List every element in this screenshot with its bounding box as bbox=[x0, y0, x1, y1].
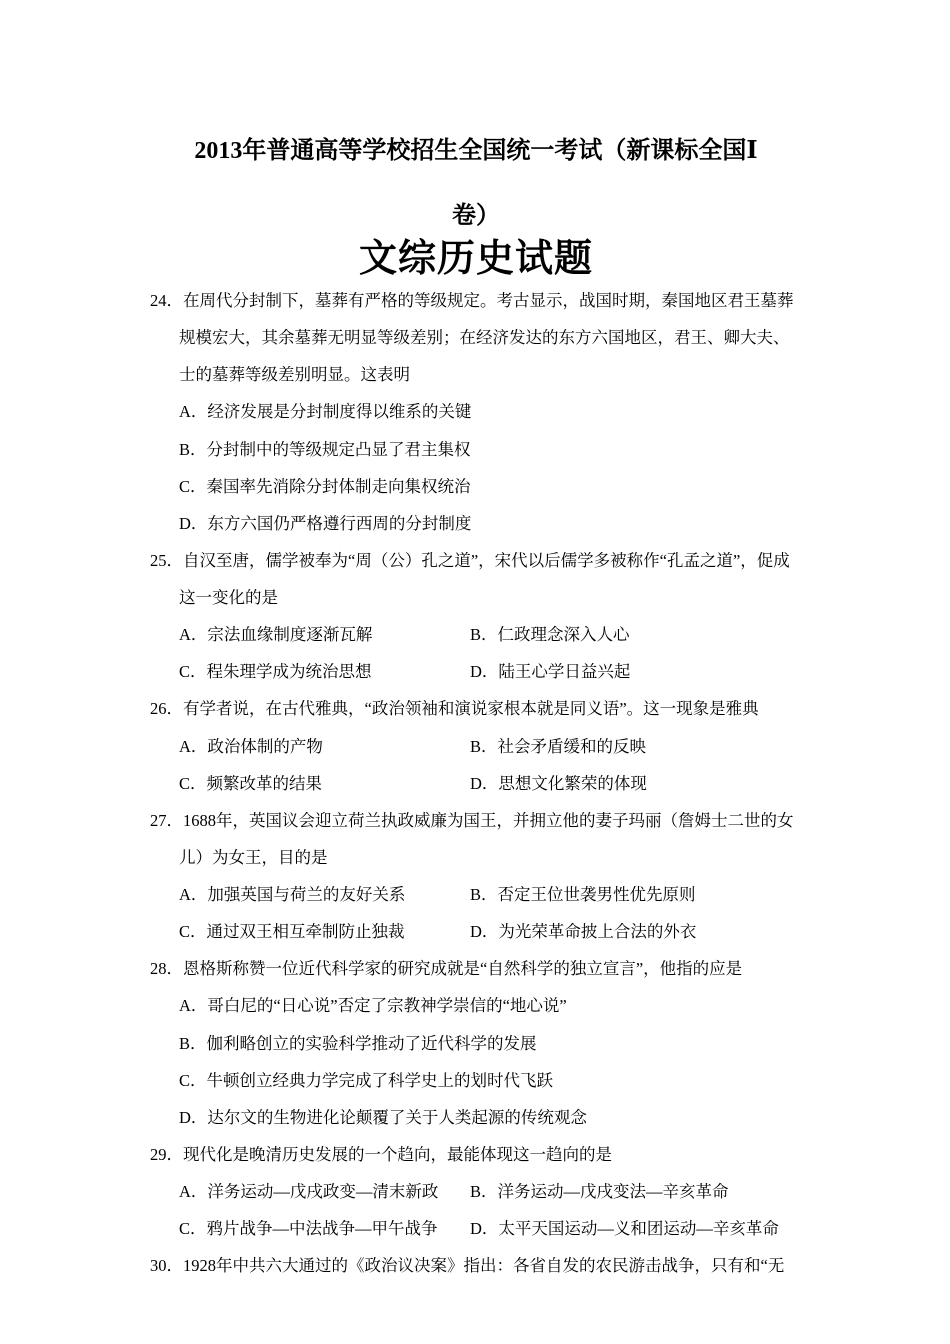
question-29-stem-text: 现代化是晚清历史发展的一个趋向，最能体现这一趋向的是 bbox=[183, 1144, 612, 1164]
question-25 bbox=[150, 542, 802, 691]
question-25-option-c: C．程朱理学成为统治思想 bbox=[179, 662, 372, 682]
question-list bbox=[150, 282, 802, 1284]
question-28-option-b: B．伽利略创立的实验科学推动了近代科学的发展 bbox=[179, 1033, 537, 1053]
question-26-option-c: C．频繁改革的结果 bbox=[179, 773, 323, 793]
question-24-number: 24． bbox=[150, 291, 183, 310]
question-28-option-a: A．哥白尼的“日心说”否定了宗教神学崇信的“地心说” bbox=[179, 996, 567, 1016]
question-24-option-b: B．分封制中的等级规定凸显了君主集权 bbox=[179, 439, 471, 459]
question-26-number: 26． bbox=[150, 699, 183, 719]
question-29-stem bbox=[150, 1136, 802, 1173]
question-25-option-a: A．宗法血缘制度逐渐瓦解 bbox=[179, 625, 373, 645]
question-24-stem bbox=[150, 282, 802, 393]
question-27-options bbox=[179, 876, 802, 950]
question-25-stem-text: 自汉至唐，儒学被奉为“周（公）孔之道”，宋代以后儒学多被称作“孔孟之道”，促成这一变化的是 bbox=[179, 550, 790, 607]
question-27-option-b: B．否定王位世袭男性优先原则 bbox=[470, 885, 696, 904]
document-title bbox=[150, 136, 802, 232]
question-30-stem bbox=[150, 1247, 802, 1284]
question-28-stem bbox=[150, 950, 802, 987]
question-28-stem-text: 恩格斯称赞一位近代科学家的研究成就是“自然科学的独立宣言”，他指的应是 bbox=[183, 959, 743, 979]
question-26-stem bbox=[150, 690, 802, 727]
question-28-options bbox=[179, 987, 802, 1136]
question-29-option-b: B．洋务运动—戊戌变法—辛亥革命 bbox=[470, 1182, 729, 1201]
question-24-option-c: C．秦国率先消除分封体制走向集权统治 bbox=[179, 476, 471, 496]
question-25-option-d: D．陆王心学日益兴起 bbox=[470, 662, 631, 682]
question-26-option-b: B．社会矛盾缓和的反映 bbox=[470, 736, 647, 756]
question-27-number: 27． bbox=[150, 810, 183, 830]
question-24-stem-text: 在周代分封制下，墓葬有严格的等级规定。考古显示，战国时期，秦国地区君王墓葬规模宏大，其余墓葬无明显等级差别；在经济发达的东方六国地区，君王、卿大夫、士的墓葬等级差别明显。这表明 bbox=[179, 291, 794, 385]
question-26-option-a: A．政治体制的产物 bbox=[179, 736, 323, 756]
question-27-option-a: A．加强英国与荷兰的友好关系 bbox=[179, 885, 406, 904]
question-24-options bbox=[179, 393, 802, 542]
question-29-options bbox=[179, 1173, 802, 1247]
question-25-option-b: B．仁政理念深入人心 bbox=[470, 625, 630, 645]
question-25-stem bbox=[150, 542, 802, 616]
question-27-stem-text: 1688年，英国议会迎立荷兰执政威廉为国王，并拥立他的妻子玛丽（詹姆士二世的女儿）为女王，目的是 bbox=[179, 810, 794, 867]
question-28-option-c: C．牛顿创立经典力学完成了科学史上的划时代飞跃 bbox=[179, 1070, 554, 1090]
question-28-number: 28． bbox=[150, 959, 183, 979]
question-26 bbox=[150, 690, 802, 801]
question-29-option-d: D．太平天国运动—义和团运动—辛亥革命 bbox=[470, 1219, 779, 1239]
question-27 bbox=[150, 802, 802, 951]
question-27-option-d: D．为光荣革命披上合法的外衣 bbox=[470, 922, 697, 942]
question-24-option-d: D．东方六国仍严格遵行西周的分封制度 bbox=[179, 513, 472, 533]
question-25-number: 25． bbox=[150, 550, 183, 570]
document-subtitle: 文综历史试题 bbox=[358, 238, 593, 280]
question-29-option-a: A．洋务运动—戊戌政变—清末新政 bbox=[179, 1182, 439, 1201]
title-line-1: 2013年普通高等学校招生全国统一考试（新课标全国Ⅰ bbox=[194, 138, 758, 164]
question-30 bbox=[150, 1247, 802, 1284]
question-29-number: 29． bbox=[150, 1144, 183, 1164]
question-29-option-c: C．鸦片战争—中法战争—甲午战争 bbox=[179, 1219, 438, 1239]
question-26-options bbox=[179, 728, 802, 802]
question-26-stem-text: 有学者说，在古代雅典，“政治领袖和演说家根本就是同义语”。这一现象是雅典 bbox=[183, 699, 759, 719]
question-30-stem-text: 1928年中共六大通过的《政治议决案》指出：各省自发的农民游击战争，只有和“无 bbox=[183, 1256, 785, 1276]
question-27-option-c: C．通过双王相互牵制防止独裁 bbox=[179, 922, 405, 942]
question-30-number: 30． bbox=[150, 1256, 183, 1276]
question-29 bbox=[150, 1136, 802, 1247]
question-28-option-d: D．达尔文的生物进化论颠覆了关于人类起源的传统观念 bbox=[179, 1107, 587, 1127]
question-25-options bbox=[179, 616, 802, 690]
question-28 bbox=[150, 950, 802, 1136]
question-24-option-a: A．经济发展是分封制度得以维系的关键 bbox=[179, 402, 472, 422]
question-27-stem bbox=[150, 802, 802, 876]
title-line-2: 卷） bbox=[452, 203, 500, 229]
question-26-option-d: D．思想文化繁荣的体现 bbox=[470, 773, 647, 793]
question-24 bbox=[150, 282, 802, 542]
